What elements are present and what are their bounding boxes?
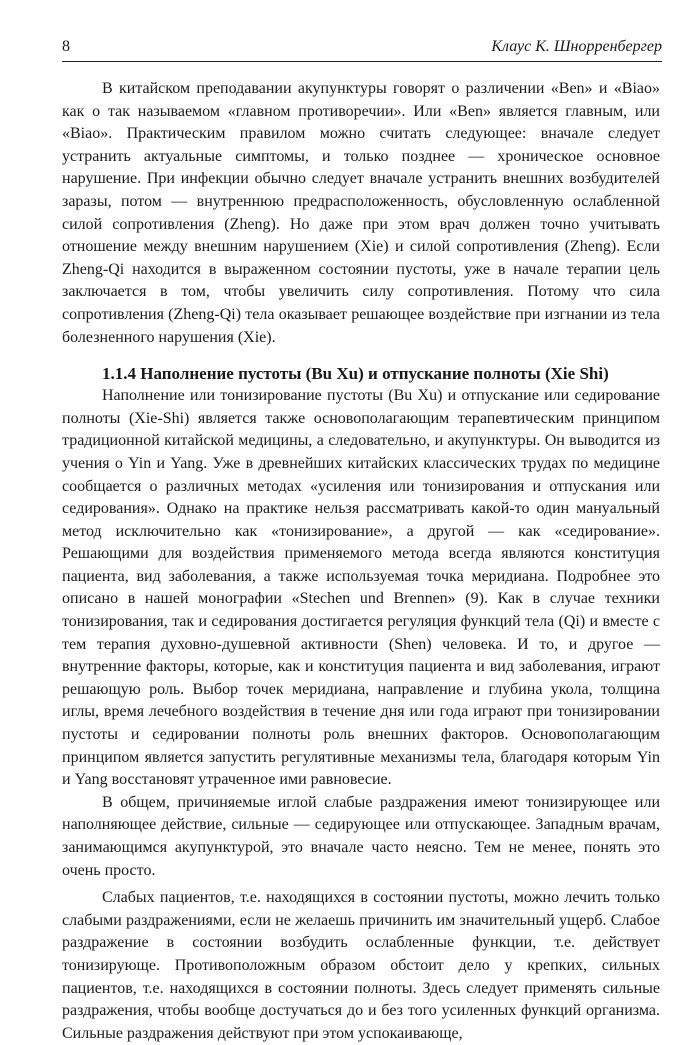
section-paragraph: В общем, причиняемые иглой слабые раздражения имеют тонизирующее или наполняющее действие, сильные — седирующее или отпускающее. Западным врачам, занимающимся акупунктурой, это вначале часто неясно. Тем не менее, понять это очень просто.	[62, 793, 660, 879]
intro-paragraph: В китайском преподавании акупунктуры говорят о различении «Ben» и «Biao» как о так называемом «главном противоречии». Или «Ben» является главным, или «Biao». Практическим правилом можно считать следующее: вначале следует устранить актуальные симптомы, и только позднее — хроническое основное нарушение. При инфекции обычно следует вначале устранить внешних возбудителей заразы, потом — внутреннюю предрасположенность, обусловленную ослабленной силой сопротивления (Zheng). Но даже при этом врач должен точно учитывать отношение между внешним нарушением (Xie) и силой сопротивления (Zheng). Если Zheng-Qi находится в выраженном состоянии пустоты, уже в начале терапии цель заключается в том, чтобы увеличить силу сопротивления. Потому что сила сопротивления (Zheng-Qi) тела оказывает решающее воздействие при изгнании из тела болезненного нарушения (Xie).	[62, 80, 660, 346]
page-number: 8	[62, 38, 70, 55]
section-heading: 1.1.4 Наполнение пустоты (Bu Xu) и отпускание полноты (Xie Shi)	[102, 364, 609, 384]
page-body	[62, 78, 660, 1045]
section-paragraph: Наполнение или тонизирование пустоты (Bu Xu) и отпускание или седирование полноты (Xie-Shi) является также основополагающим терапевтическим принципом традиционной китайской медицины, а следовательно, и акупунктуры. Он выводится из учения о Yin и Yang. Уже в древнейших китайских классических трудах по медицине сообщается о различных методах «усиления или тонизирования и отпускания или седирования». Однако на практике нельзя рассматривать какой-то один мануальный метод исключительно как «тонизирование», а другой — как «седирование». Решающими для воздействия применяемого метода всегда являются конституция пациента, вид заболевания, а также используемая точка меридиана. Подробнее это описано в нашей монографии «Stechen und Brennen» (9). Как в случае техники тонизирования, так и седирования достигается регуляция функций тела (Qi) и вместе с тем терапия духовно-душевной активности (Shen) человека. И то, и другое — внутренние факторы, которые, как и конституция пациента и вид заболевания, играют решающую роль. Выбор точек меридиана, направление и глубина укола, толщина иглы, время лечебного воздействия в течение дня или года играют при тонизировании пустоты и седировании полноты роль внешних факторов. Основополагающим принципом является запустить регулятивные механизмы тела, благодаря которым Yin и Yang восстановят утраченное ими равновесие.	[62, 387, 660, 789]
section-paragraph: Слабых пациентов, т.е. находящихся в состоянии пустоты, можно лечить только слабыми раздражениями, если не желаешь причинить им значительный ущерб. Слабое раздражение в состоянии возбудить ослабленные функции, т.е. действует тонизирующе. Противоположным образом обстоит дело у крепких, сильных пациентов, т.е. находящихся в состоянии полноты. Здесь следует применять сильные раздражения, чтобы вообще достучаться до и без того усиленных функций организма. Сильные раздражения действуют при этом успокаивающе,	[62, 889, 660, 1042]
running-head: Клаус К. Шнорренбергер	[491, 38, 662, 55]
header-rule	[62, 61, 662, 62]
page-header	[62, 36, 662, 58]
